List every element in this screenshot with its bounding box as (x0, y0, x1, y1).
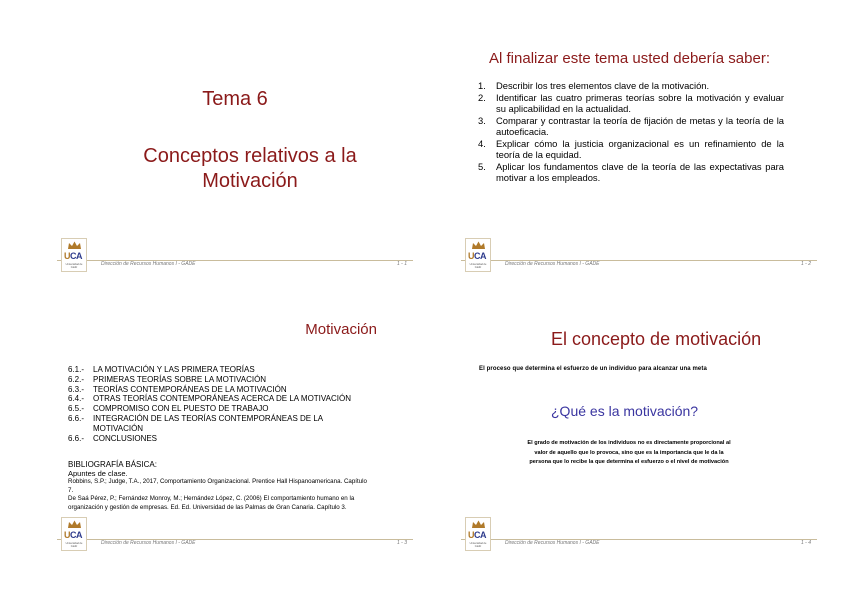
subtitle-line: Motivación (202, 170, 298, 192)
toc-text: CONCLUSIONES (93, 433, 158, 443)
list-item (478, 92, 784, 114)
crown-icon (471, 520, 486, 529)
list-item (478, 138, 784, 160)
question-heading: ¿Qué es la motivación? (551, 403, 699, 419)
slide-3 (57, 319, 413, 561)
slide-footer (461, 238, 817, 282)
slide-title: Tema 6 (202, 88, 268, 110)
explanation-text: El grado de motivación de los individuos no es directamente proporcional al valor de aquello que lo provoca, sino que es la importancia que le da la persona que lo recibe la que determina el esfuerzo o el nivel de motivación (527, 440, 731, 466)
uca-logo (465, 517, 491, 551)
table-of-contents (68, 365, 373, 443)
item-text: Identificar las cuatro primeras teorías sobre la motivación y evaluar su aplicabilidad en la actualidad. (496, 92, 784, 114)
slide-footer (461, 517, 817, 561)
item-text: Aplicar los fundamentos clave de la teoría de las expectativas para motivar a los empleados. (496, 161, 784, 183)
slide-subtitle (87, 144, 413, 194)
uca-logo (465, 238, 491, 272)
subtitle-line: Conceptos relativos a la (143, 145, 357, 167)
crown-icon (67, 241, 82, 250)
crown-icon (67, 520, 82, 529)
uca-logo (61, 238, 87, 272)
item-number: 3. (478, 115, 486, 126)
logo-caption: Universidad de Cádiz (65, 263, 83, 269)
logo-letter: U (64, 251, 70, 261)
list-item (478, 80, 784, 91)
toc-text: TEORÍAS CONTEMPORÁNEAS DE LA MOTIVACIÓN (93, 384, 287, 394)
toc-item (68, 394, 373, 404)
logo-caption: Universidad de Cádiz (469, 263, 487, 269)
slide-1 (57, 40, 413, 282)
logo-letter: U (468, 251, 474, 261)
definition-text: El proceso que determina el esfuerzo de un individuo para alcanzar una meta (479, 366, 707, 372)
item-text: Explicar cómo la justicia organizacional es un refinamiento de la teoría de la equidad. (496, 138, 784, 160)
logo-letter: U (468, 530, 474, 540)
item-number: 1. (478, 80, 486, 91)
uca-logo (61, 517, 87, 551)
slide-footer (57, 517, 413, 561)
item-text: Comparar y contrastar la teoría de fijación de metas y la teoría de la autoeficacia. (496, 115, 784, 137)
bibliography-ref: De Saá Pérez, P.; Fernández Monroy, M.; Hernández López, C. (2006) El comportamiento humano en la organización y gestión de empresas. Ed. Ed. Universidad de las Palmas de Gran Canaria. Capítulo 3. (68, 495, 355, 511)
bibliography-ref: Robbins, S.P.; Judge, T.A., 2017, Comportamiento Organizacional. Prentice Hall Hispanoamericana. Capítulo 7. (68, 478, 367, 494)
logo-letters: CA (474, 251, 486, 261)
page-number: 1 - 4 (800, 540, 811, 546)
toc-number: 6.4.- (68, 394, 85, 404)
toc-item (68, 375, 373, 385)
toc-number: 6.6.- (68, 413, 85, 423)
toc-text: INTEGRACIÓN DE LAS TEORÍAS CONTEMPORÁNEAS DE LA MOTIVACIÓN (93, 413, 323, 433)
page-number: 1 - 2 (800, 261, 811, 267)
toc-item (68, 414, 373, 434)
logo-letters: CA (70, 251, 82, 261)
footer-course: Dirección de Recursos Humanos I - GADE (101, 540, 196, 546)
toc-number: 6.3.- (68, 384, 85, 394)
footer-course: Dirección de Recursos Humanos I - GADE (505, 261, 600, 267)
logo-letter: U (64, 530, 70, 540)
logo-caption: Universidad de Cádiz (469, 542, 487, 548)
bibliography-heading: BIBLIOGRAFÍA BÁSICA: (68, 460, 157, 469)
list-item (478, 161, 784, 183)
crown-icon (471, 241, 486, 250)
footer-course: Dirección de Recursos Humanos I - GADE (101, 261, 196, 267)
slide-2 (461, 40, 817, 282)
logo-caption: Universidad de Cádiz (65, 542, 83, 548)
logo-letters: CA (70, 530, 82, 540)
bibliography-subheading: Apuntes de clase. (68, 468, 128, 478)
item-number: 2. (478, 92, 486, 103)
objectives-list (478, 80, 784, 184)
bibliography (68, 461, 373, 513)
list-item (478, 115, 784, 137)
item-text: Describir los tres elementos clave de la motivación. (496, 80, 710, 91)
logo-letters: CA (474, 530, 486, 540)
slide-title: Motivación (305, 321, 377, 338)
slide-title: El concepto de motivación (551, 329, 762, 349)
toc-item (68, 404, 373, 414)
item-number: 5. (478, 161, 486, 172)
footer-course: Dirección de Recursos Humanos I - GADE (505, 540, 600, 546)
toc-number: 6.1.- (68, 365, 85, 374)
page-number: 1 - 1 (396, 261, 407, 267)
toc-item (68, 434, 373, 444)
slide-title: Al finalizar este tema usted debería saber: (489, 50, 770, 67)
toc-text: OTRAS TEORÍAS CONTEMPORÁNEAS ACERCA DE LA MOTIVACIÓN (93, 394, 351, 404)
item-number: 4. (478, 138, 486, 149)
page-number: 1 - 3 (396, 540, 407, 546)
toc-text: COMPROMISO CON EL PUESTO DE TRABAJO (93, 404, 269, 414)
toc-number: 6.2.- (68, 374, 85, 384)
toc-item (68, 385, 373, 395)
toc-text: PRIMERAS TEORÍAS SOBRE LA MOTIVACIÓN (93, 374, 267, 384)
toc-item (68, 365, 373, 375)
slide-footer (57, 238, 413, 282)
toc-number: 6.6.- (68, 433, 85, 443)
toc-number: 6.5.- (68, 404, 85, 414)
slide-4 (461, 319, 817, 561)
toc-text: LA MOTIVACIÓN Y LAS PRIMERA TEORÍAS (93, 365, 255, 374)
